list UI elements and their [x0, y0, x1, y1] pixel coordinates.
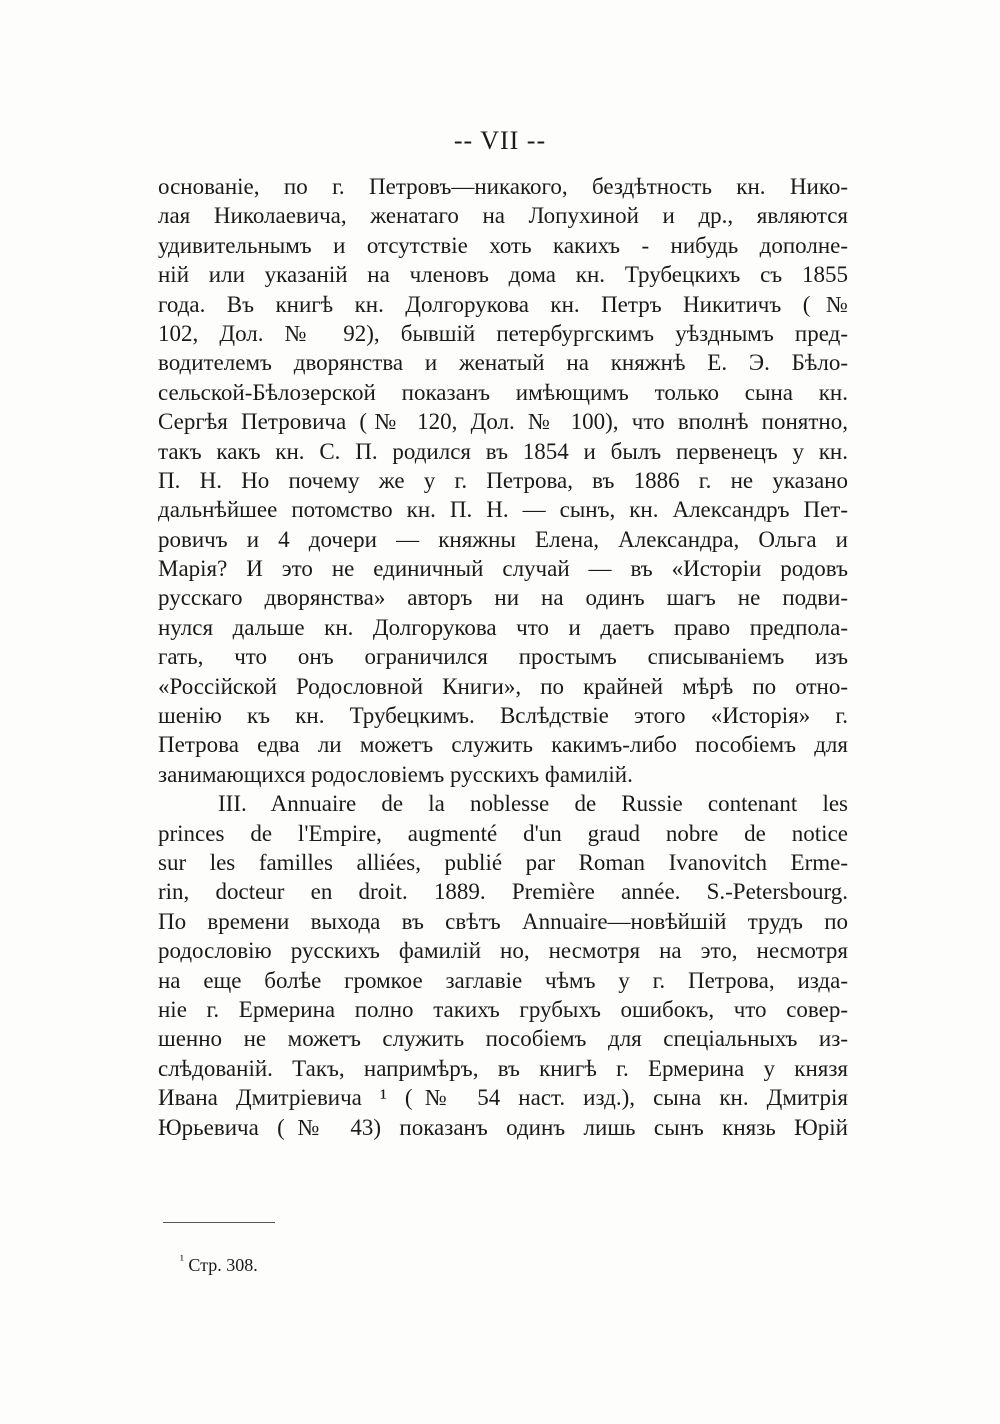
text-line: шенію къ кн. Трубецкимъ. Вслѣдствіе этого «Исторія» г. [158, 703, 848, 729]
footnote-marker: ¹ [180, 1252, 184, 1267]
text-line: Юрьевича (№ 43) показанъ одинъ лишь сынъ князь Юрій [158, 1114, 848, 1140]
text-line: «Россійской Родословной Книги», по крайней мѣрѣ по отно- [158, 673, 848, 699]
text-line: дальнѣйшее потомство кн. П. Н. — сынъ, кн. Александръ Пет- [158, 497, 848, 523]
paragraph-start-line: III. Annuaire de la noblesse de Russie contenant les [218, 791, 848, 817]
text-line: Сергѣя Петровича (№ 120, Дол. № 100), что вполнѣ понятно, [158, 409, 848, 435]
text-line: Ивана Дмитріевича ¹ (№ 54 наст. изд.), сына кн. Дмитрія [158, 1085, 848, 1111]
text-line: ніе г. Ермерина полно такихъ грубыхъ ошибокъ, что совер- [158, 996, 848, 1022]
text-line: ровичъ и 4 дочери — княжны Елена, Александра, Ольга и [158, 526, 848, 552]
text-line: шенно не можетъ служить пособіемъ для спеціальныхъ из- [158, 1026, 848, 1052]
text-line: sur les familles alliées, publié par Roman Ivanovitch Ermе- [158, 849, 848, 875]
text-line: такъ какъ кн. С. П. родился въ 1854 и былъ первенецъ у кн. [158, 438, 848, 464]
text-line: основаніе, по г. Петровъ—никакого, бездѣтность кн. Нико- [158, 174, 848, 199]
text-line: на еще болѣе громкое заглавіе чѣмъ у г. Петрова, изда- [158, 967, 848, 993]
text-line: года. Въ книгѣ кн. Долгорукова кн. Петръ Никитичъ (№ [158, 291, 848, 317]
footnote-divider [163, 1222, 275, 1223]
text-line: По времени выхода въ свѣтъ Annuaire—новѣйшій трудъ по [158, 908, 848, 934]
footnote [180, 1248, 258, 1277]
text-line: водителемъ дворянства и женатый на княжнѣ Е. Э. Бѣло- [158, 350, 848, 376]
text-line: удивительнымъ и отсутствіе хоть какихъ - нибудь дополне- [158, 232, 848, 258]
text-line: сельской-Бѣлозерской показанъ имѣющимъ только сына кн. [158, 379, 848, 405]
footnote-text: Стр. 308. [188, 1255, 258, 1275]
text-line: princes de l'Empire, augmenté d'un graud nobre de notice [158, 820, 848, 846]
text-line: занимающихся родословіемъ русскихъ фамилій. [158, 761, 633, 787]
text-line: Петрова едва ли можетъ служить какимъ-либо пособіемъ для [158, 732, 848, 758]
text-line: 102, Дол. № 92), бывшій петербургскимъ уѣзднымъ пред- [158, 320, 848, 346]
body-text [158, 172, 848, 1142]
text-line: Марія? И это не единичный случай — въ «Исторіи родовъ [158, 556, 848, 582]
text-line: П. Н. Но почему же у г. Петрова, въ 1886 г. не указано [158, 467, 848, 493]
text-line: rin, docteur en droit. 1889. Première année. S.-Petersbourg. [158, 879, 848, 905]
text-line: нулся дальше кн. Долгорукова что и даетъ право предпола- [158, 614, 848, 640]
text-line: слѣдованій. Такъ, напримѣръ, въ книгѣ г. Ермерина у князя [158, 1055, 848, 1081]
page-number: -- VII -- [453, 126, 547, 155]
text-line: лая Николаевича, женатаго на Лопухиной и др., являются [158, 203, 848, 229]
text-line: русскаго дворянства» авторъ ни на одинъ шагъ не подви- [158, 585, 848, 611]
text-line: гать, что онъ ограничился простымъ списываніемъ изъ [158, 644, 848, 670]
text-line: ній или указаній на членовъ дома кн. Трубецкихъ съ 1855 [158, 262, 848, 288]
text-line: родословію русскихъ фамилій но, несмотря на это, несмотря [158, 938, 848, 964]
